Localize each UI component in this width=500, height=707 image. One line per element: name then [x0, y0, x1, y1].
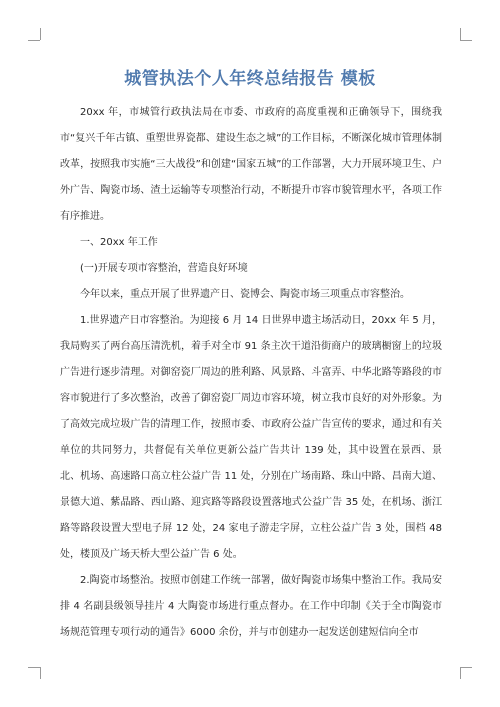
overview-paragraph: 今年以来，重点开展了世界遗产日、瓷博会、陶瓷市场三项重点市容整治。: [80, 289, 410, 300]
crop-mark-bottom-right-h: [460, 667, 472, 668]
crop-mark-top-left-h: [28, 40, 40, 41]
section-heading: 一、20xx 年工作: [80, 237, 158, 248]
world-heritage-paragraph: 1.世界遗产日市容整治。为迎接 6 月 14 日世界申遗主场活动日，20xx 年 5 月，我局购买了两台高压清洗机，着手对全市 91 条主次干道沿街商户的玻璃橱窗上的垃圾广告进行逐步清理。对御窑瓷厂周边的胜利路、风景路、斗富弄、中华北路等路段的市容市貌进行了多次整治，改善了御窑瓷厂周边市容环境，树立我市良好的对外形象。为了高效完成垃圾广告的清理工作，按照市委、市政府公益广告宣传的要求，通过和有关单位的共同努力，共督促有关单位更新公益广告共计 139 处，其中设置在景西、景北、机场、高速路口高立柱公益广告 11 处，分别在广场南路、珠山中路、昌南大道、景德大道、紫晶路、西山路、迎宾路等路段设置落地式公益广告 35 处，在机场、浙江路等路段设置大型电子屏 12 处，24 家电子游走字屏，立柱公益广告 3 处，围档 48 处，楼顶及广场天桥大型公益广告 6 处。: [60, 315, 442, 560]
ceramics-market-paragraph: 2.陶瓷市场整治。按照市创建工作统一部署，做好陶瓷市场集中整治工作。我局安排 4 名副县级领导挂片 4 大陶瓷市场进行重点督办。在工作中印制《关于全市陶瓷市场规范管理专项行动的通告》6000 余份，并与市创建办一起发送创建短信向全市: [60, 575, 442, 638]
crop-mark-bottom-left-h: [28, 667, 40, 668]
document-body: [60, 100, 442, 646]
crop-mark-bottom-left-v: [40, 667, 41, 679]
intro-paragraph: 20xx 年，市城管行政执法局在市委、市政府的高度重视和正确领导下，围绕我市“复兴千年古镇、重塑世界瓷都、建设生态之城”的工作目标，不断深化城市管理体制改革，按照我市实施“三大战役”和创建“国家五城”的工作部署，大力开展环境卫生、户外广告、陶瓷市场、渣土运输等专项整治行动，不断提升市容市貌管理水平，各项工作有序推进。: [60, 107, 442, 222]
subsection-heading: (一)开展专项市容整治，营造良好环境: [80, 263, 248, 274]
crop-mark-top-right-v: [460, 28, 461, 40]
crop-mark-bottom-right-v: [460, 667, 461, 679]
crop-mark-top-left-v: [40, 28, 41, 40]
crop-mark-top-right-h: [460, 40, 472, 41]
document-title: 城管执法个人年终总结报告 模板: [124, 69, 376, 89]
